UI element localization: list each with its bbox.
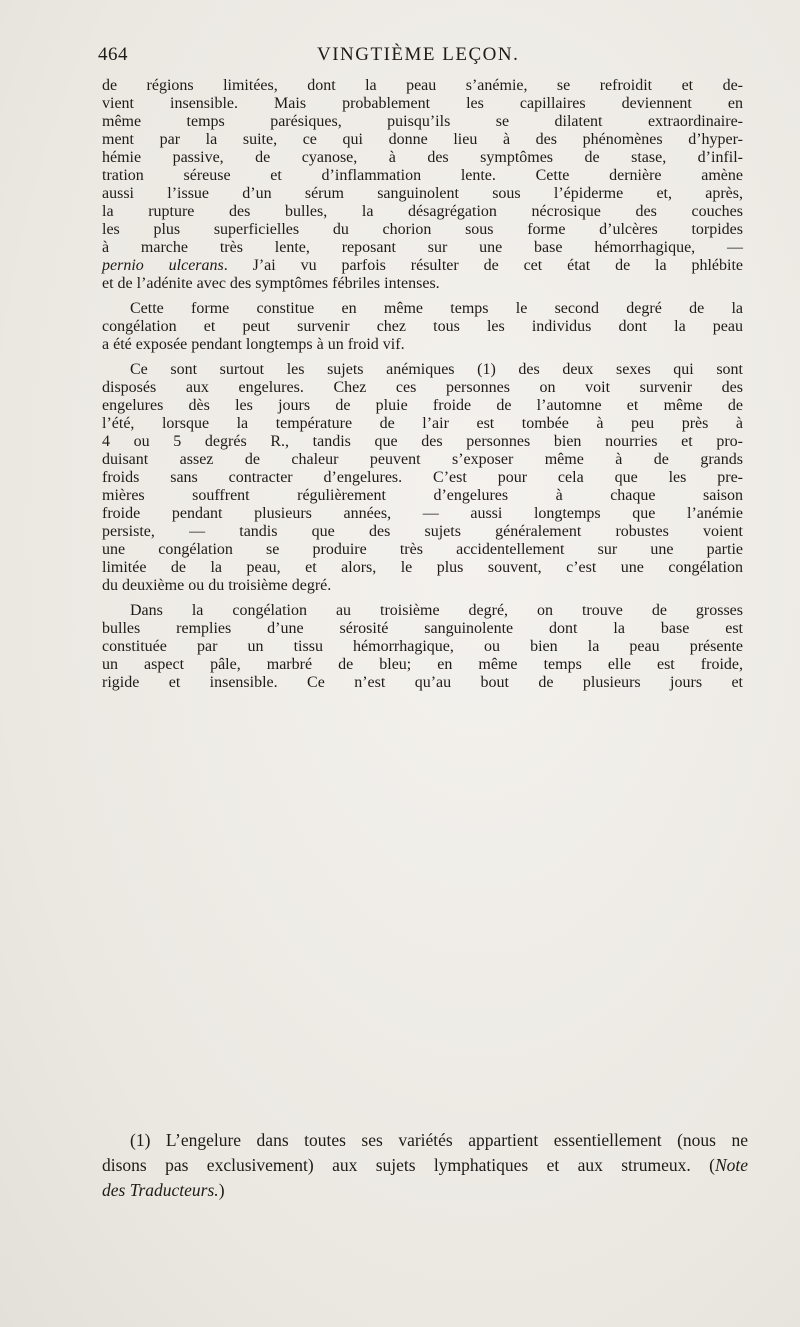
footnote-line: (1) L’engelure dans toutes ses variétés appartient essentiellement (nous ne bbox=[130, 1130, 748, 1150]
text-line: duisant assez de chaleur peuvent s’exposer même à de grands bbox=[102, 451, 743, 468]
text-line: la rupture des bulles, la désagrégation nécrosique des couches bbox=[102, 203, 743, 220]
text-line: Cette forme constitue en même temps le second degré de la bbox=[130, 300, 743, 317]
footnote-line bbox=[102, 1153, 748, 1178]
text-line: froids sans contracter d’engelures. C’est pour cela que les pre- bbox=[102, 469, 743, 486]
text-line: l’été, lorsque la température de l’air est tombée à peu près à bbox=[102, 415, 743, 432]
running-title: VINGTIÈME LEÇON. bbox=[317, 44, 520, 65]
text-line: congélation et peut survenir chez tous les individus dont la peau bbox=[102, 318, 743, 335]
paragraph-3 bbox=[102, 361, 743, 595]
footnote bbox=[102, 1128, 748, 1203]
text-span: ) bbox=[218, 1180, 225, 1200]
page-number: 464 bbox=[98, 44, 128, 65]
paragraph-2 bbox=[102, 300, 743, 354]
text-line: Dans la congélation au troisième degré, on trouve de grosses bbox=[130, 602, 743, 619]
text-line: bulles remplies d’une sérosité sanguinolente dont la base est bbox=[102, 620, 743, 637]
italic-term: pernio ulcerans bbox=[102, 257, 224, 274]
text-line: une congélation se produire très accidentellement sur une partie bbox=[102, 541, 743, 558]
text-span: disons pas exclusivement) aux sujets lymphatiques et aux strumeux. ( bbox=[102, 1155, 715, 1175]
text-line: aussi l’issue d’un sérum sanguinolent sous l’épiderme et, après, bbox=[102, 185, 743, 202]
text-line: du deuxième ou du troisième degré. bbox=[102, 577, 332, 594]
paragraph-4 bbox=[102, 602, 743, 692]
text-line: même temps parésiques, puisqu’ils se dilatent extraordinaire- bbox=[102, 113, 743, 130]
text-line-italic bbox=[102, 257, 743, 275]
text-line: rigide et insensible. Ce n’est qu’au bout de plusieurs jours et bbox=[102, 674, 743, 691]
text-line: persiste, — tandis que des sujets généralement robustes voient bbox=[102, 523, 743, 540]
text-line: 4 ou 5 degrés R., tandis que des personnes bien nourries et pro- bbox=[102, 433, 743, 450]
text-line: vient insensible. Mais probablement les capillaires deviennent en bbox=[102, 95, 743, 112]
body-text bbox=[102, 77, 743, 699]
paragraph-1 bbox=[102, 77, 743, 293]
text-line: mières souffrent régulièrement d’engelures à chaque saison bbox=[102, 487, 743, 504]
text-line: tration séreuse et d’inflammation lente. Cette dernière amène bbox=[102, 167, 743, 184]
footnote-line bbox=[102, 1178, 748, 1203]
italic-span: des Traducteurs. bbox=[102, 1180, 219, 1200]
text-span: . J’ai vu parfois résulter de cet état de la phlébite bbox=[223, 257, 743, 274]
text-line: constituée par un tissu hémorrhagique, ou bien la peau présente bbox=[102, 638, 743, 655]
text-line: a été exposée pendant longtemps à un froid vif. bbox=[102, 336, 405, 353]
text-line: ment par la suite, ce qui donne lieu à des phénomènes d’hyper- bbox=[102, 131, 743, 148]
text-line: à marche très lente, reposant sur une base hémorrhagique, — bbox=[102, 239, 743, 256]
italic-span: Note bbox=[714, 1155, 748, 1175]
text-line: froide pendant plusieurs années, — aussi longtemps que l’anémie bbox=[102, 505, 743, 522]
running-head bbox=[98, 40, 743, 70]
text-line: limitée de la peau, et alors, le plus souvent, c’est une congélation bbox=[102, 559, 743, 576]
text-line: un aspect pâle, marbré de bleu; en même temps elle est froide, bbox=[102, 656, 743, 673]
text-line: hémie passive, de cyanose, à des symptômes de stase, d’infil- bbox=[102, 149, 743, 166]
text-line: et de l’adénite avec des symptômes fébriles intenses. bbox=[102, 275, 440, 292]
text-line: disposés aux engelures. Chez ces personnes on voit survenir des bbox=[102, 379, 743, 396]
text-line: Ce sont surtout les sujets anémiques (1) des deux sexes qui sont bbox=[130, 361, 743, 378]
text-line: de régions limitées, dont la peau s’anémie, se refroidit et de- bbox=[102, 77, 743, 94]
text-line: les plus superficielles du chorion sous forme d’ulcères torpides bbox=[102, 221, 743, 238]
text-line: engelures dès les jours de pluie froide de l’automne et même de bbox=[102, 397, 743, 414]
